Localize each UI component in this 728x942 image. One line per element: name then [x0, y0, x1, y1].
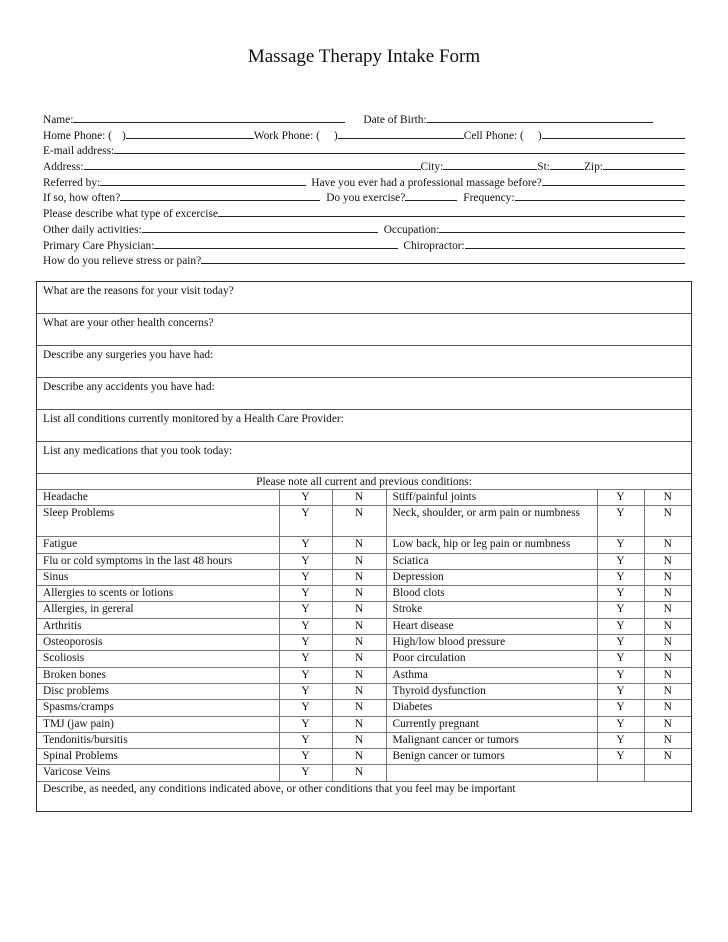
address-field[interactable] — [84, 158, 421, 170]
condition-left-label: Allergies, in gereral — [37, 602, 279, 618]
row-activities — [43, 221, 685, 237]
condition-left-label: Scoliosis — [37, 651, 279, 667]
condition-left-no[interactable]: N — [332, 765, 386, 781]
dob-label: Date of Birth: — [363, 114, 427, 126]
condition-right-label: Sciatica — [386, 553, 597, 569]
conditions-header: Please note all current and previous conditions: — [256, 476, 472, 488]
condition-left-yes[interactable]: Y — [279, 537, 332, 553]
work-phone-paren: ) — [333, 129, 338, 142]
condition-right-no[interactable]: N — [644, 667, 691, 683]
condition-left-label: Spinal Problems — [37, 749, 279, 765]
row-address — [43, 158, 685, 174]
condition-right-label: Neck, shoulder, or arm pain or numbness — [386, 506, 597, 537]
condition-right-no[interactable]: N — [644, 490, 691, 506]
condition-left-yes[interactable]: Y — [279, 618, 332, 634]
condition-right-yes[interactable]: Y — [597, 602, 644, 618]
condition-left-yes[interactable]: Y — [279, 667, 332, 683]
condition-left-yes[interactable]: Y — [279, 765, 332, 781]
condition-right-no[interactable]: N — [644, 732, 691, 748]
condition-left-no[interactable]: N — [332, 732, 386, 748]
condition-row — [37, 537, 691, 553]
row-phones — [43, 127, 685, 143]
condition-left-yes[interactable]: Y — [279, 700, 332, 716]
condition-right-no[interactable]: N — [644, 506, 691, 537]
condition-left-no[interactable]: N — [332, 635, 386, 651]
condition-left-yes[interactable]: Y — [279, 553, 332, 569]
condition-left-label: TMJ (jaw pain) — [37, 716, 279, 732]
email-field[interactable] — [114, 142, 685, 154]
condition-right-no[interactable]: N — [644, 602, 691, 618]
condition-right-label: Stiff/painful joints — [386, 490, 597, 506]
city-field[interactable] — [443, 158, 537, 170]
condition-right-yes[interactable]: Y — [597, 716, 644, 732]
condition-left-yes[interactable]: Y — [279, 602, 332, 618]
condition-row — [37, 765, 691, 781]
condition-right-label: Diabetes — [386, 700, 597, 716]
question-monitored-conditions[interactable]: List all conditions currently monitored by a Health Care Provider: — [37, 410, 691, 442]
question-health-concerns[interactable]: What are your other health concerns? — [37, 314, 691, 346]
condition-left-no[interactable]: N — [332, 602, 386, 618]
row-stress — [43, 252, 685, 268]
condition-right-no — [644, 765, 691, 781]
condition-right-yes[interactable]: Y — [597, 667, 644, 683]
condition-row — [37, 700, 691, 716]
condition-left-no[interactable]: N — [332, 651, 386, 667]
physician-label: Primary Care Physician: — [43, 239, 155, 252]
condition-left-no[interactable]: N — [332, 506, 386, 537]
name-field[interactable] — [73, 111, 345, 123]
condition-left-no[interactable]: N — [332, 700, 386, 716]
condition-left-no[interactable]: N — [332, 490, 386, 506]
condition-right-no[interactable]: N — [644, 683, 691, 699]
stress-field[interactable] — [201, 252, 685, 264]
condition-row — [37, 716, 691, 732]
how-often-label: If so, how often? — [43, 192, 121, 205]
prof-massage-field[interactable] — [542, 174, 685, 186]
frequency-field[interactable] — [515, 189, 685, 201]
other-activities-label: Other daily activities: — [43, 223, 142, 236]
address-label: Address: — [43, 161, 84, 174]
zip-field[interactable] — [603, 158, 685, 170]
condition-right-label: Poor circulation — [386, 651, 597, 667]
row-email — [43, 142, 685, 158]
condition-left-no[interactable]: N — [332, 553, 386, 569]
name-label: Name: — [43, 114, 74, 126]
condition-right-yes[interactable]: Y — [597, 618, 644, 634]
health-history-box — [36, 281, 692, 812]
condition-right-no[interactable]: N — [644, 537, 691, 553]
condition-row — [37, 553, 691, 569]
question-accidents[interactable]: Describe any accidents you have had: — [37, 378, 691, 410]
condition-row — [37, 683, 691, 699]
condition-row — [37, 732, 691, 748]
condition-left-no[interactable]: N — [332, 749, 386, 765]
frequency-label: Frequency: — [463, 192, 515, 205]
condition-left-label: Broken bones — [37, 667, 279, 683]
work-phone-label: Work Phone: ( — [253, 129, 320, 142]
condition-left-yes[interactable]: Y — [279, 651, 332, 667]
personal-info-section — [43, 111, 685, 268]
zip-label: Zip: — [583, 161, 603, 174]
condition-right-yes[interactable]: Y — [597, 490, 644, 506]
condition-left-label: Sinus — [37, 569, 279, 585]
condition-row — [37, 618, 691, 634]
condition-right-no[interactable]: N — [644, 569, 691, 585]
physician-field[interactable] — [154, 237, 398, 249]
condition-right-yes[interactable]: Y — [597, 553, 644, 569]
condition-right-yes[interactable]: Y — [597, 651, 644, 667]
email-label: E-mail address: — [43, 145, 115, 158]
prof-massage-label: Have you ever had a professional massage before? — [311, 176, 542, 189]
condition-right-no[interactable]: N — [644, 618, 691, 634]
condition-left-no[interactable]: N — [332, 569, 386, 585]
condition-row — [37, 749, 691, 765]
row-referred — [43, 174, 685, 190]
condition-right-no[interactable]: N — [644, 553, 691, 569]
home-phone-field[interactable] — [126, 127, 254, 139]
condition-left-yes[interactable]: Y — [279, 683, 332, 699]
referred-field[interactable] — [100, 174, 306, 186]
stress-label: How do you relieve stress or pain? — [43, 255, 202, 268]
condition-right-no[interactable]: N — [644, 651, 691, 667]
condition-left-no[interactable]: N — [332, 618, 386, 634]
condition-right-label: Malignant cancer or tumors — [386, 732, 597, 748]
condition-right-label: Asthma — [386, 667, 597, 683]
condition-right-yes[interactable]: Y — [597, 506, 644, 537]
cell-phone-field[interactable] — [542, 127, 685, 139]
occupation-field[interactable] — [439, 221, 685, 233]
condition-right-label: Benign cancer or tumors — [386, 749, 597, 765]
condition-left-yes[interactable]: Y — [279, 749, 332, 765]
state-label: St: — [537, 161, 550, 174]
condition-left-label: Varicose Veins — [37, 765, 279, 781]
condition-row — [37, 602, 691, 618]
other-activities-field[interactable] — [142, 221, 378, 233]
condition-right-no[interactable]: N — [644, 586, 691, 602]
condition-right-yes[interactable]: Y — [597, 683, 644, 699]
condition-left-yes[interactable]: Y — [279, 506, 332, 537]
condition-left-label: Arthritis — [37, 618, 279, 634]
cell-phone-label: Cell Phone: ( — [463, 129, 524, 142]
question-reasons[interactable]: What are the reasons for your visit today? — [37, 282, 691, 314]
home-phone-label: Home Phone: ( — [43, 129, 112, 142]
condition-right-label: Stroke — [386, 602, 597, 618]
condition-left-yes[interactable]: Y — [279, 490, 332, 506]
condition-left-no[interactable]: N — [332, 537, 386, 553]
describe-conditions[interactable]: Describe, as needed, any conditions indicated above, or other conditions that you feel may be important — [43, 783, 516, 795]
condition-row — [37, 651, 691, 667]
condition-right-yes — [597, 765, 644, 781]
row-physician — [43, 237, 685, 253]
chiropractor-label: Chiropractor: — [403, 239, 465, 252]
condition-row — [37, 506, 691, 537]
condition-left-label: Allergies to scents or lotions — [37, 586, 279, 602]
condition-right-yes[interactable]: Y — [597, 732, 644, 748]
condition-left-yes[interactable]: Y — [279, 586, 332, 602]
condition-row — [37, 569, 691, 585]
condition-left-no[interactable]: N — [332, 716, 386, 732]
cell-phone-paren: ) — [537, 129, 542, 142]
condition-right-no[interactable]: N — [644, 749, 691, 765]
condition-left-yes[interactable]: Y — [279, 716, 332, 732]
condition-row — [37, 586, 691, 602]
question-medications[interactable]: List any medications that you took today: — [37, 442, 691, 474]
referred-label: Referred by: — [43, 176, 101, 189]
condition-right-label: High/low blood pressure — [386, 635, 597, 651]
condition-right-yes[interactable]: Y — [597, 635, 644, 651]
how-often-field[interactable] — [120, 189, 320, 201]
condition-left-label: Fatigue — [37, 537, 279, 553]
conditions-table — [37, 489, 691, 782]
condition-right-no[interactable]: N — [644, 635, 691, 651]
condition-right-label: Thyroid dysfunction — [386, 683, 597, 699]
condition-left-label: Headache — [37, 490, 279, 506]
condition-right-no[interactable]: N — [644, 700, 691, 716]
condition-right-label: Low back, hip or leg pain or numbness — [386, 537, 597, 553]
condition-right-label: Currently pregnant — [386, 716, 597, 732]
condition-right-no[interactable]: N — [644, 716, 691, 732]
row-name-dob — [43, 111, 685, 127]
page-title: Massage Therapy Intake Form — [247, 46, 481, 67]
condition-right-label: Heart disease — [386, 618, 597, 634]
condition-left-label: Sleep Problems — [37, 506, 279, 537]
work-phone-field[interactable] — [338, 127, 464, 139]
condition-right-yes[interactable]: Y — [597, 586, 644, 602]
condition-right-label: Depression — [386, 569, 597, 585]
exercise-type-label: Please describe what type of excercise — [43, 208, 218, 221]
chiropractor-field[interactable] — [465, 237, 685, 249]
dob-field[interactable] — [427, 111, 653, 123]
condition-right-label — [386, 765, 597, 781]
condition-left-no[interactable]: N — [332, 667, 386, 683]
condition-right-yes[interactable]: Y — [597, 749, 644, 765]
condition-row — [37, 490, 691, 506]
city-label: City: — [420, 161, 444, 174]
condition-row — [37, 635, 691, 651]
row-exercise — [43, 189, 685, 205]
condition-right-yes[interactable]: Y — [597, 537, 644, 553]
condition-right-yes[interactable]: Y — [597, 700, 644, 716]
condition-left-label: Osteoporosis — [37, 635, 279, 651]
condition-left-yes[interactable]: Y — [279, 569, 332, 585]
row-exercise-type — [43, 205, 685, 221]
exercise-label: Do you exercise? — [326, 192, 406, 205]
condition-left-label: Flu or cold symptoms in the last 48 hours — [37, 553, 279, 569]
question-surgeries[interactable]: Describe any surgeries you have had: — [37, 346, 691, 378]
exercise-field[interactable] — [405, 189, 457, 201]
condition-left-no[interactable]: N — [332, 683, 386, 699]
home-phone-paren: ) — [121, 129, 126, 142]
occupation-label: Occupation: — [383, 223, 440, 236]
condition-left-no[interactable]: N — [332, 586, 386, 602]
condition-right-label: Blood clots — [386, 586, 597, 602]
state-field[interactable] — [550, 158, 584, 170]
condition-left-label: Disc problems — [37, 683, 279, 699]
condition-right-yes[interactable]: Y — [597, 569, 644, 585]
condition-left-yes[interactable]: Y — [279, 635, 332, 651]
condition-left-label: Tendonitis/bursitis — [37, 732, 279, 748]
exercise-type-field[interactable] — [218, 205, 685, 217]
condition-row — [37, 667, 691, 683]
condition-left-label: Spasms/cramps — [37, 700, 279, 716]
condition-left-yes[interactable]: Y — [279, 732, 332, 748]
